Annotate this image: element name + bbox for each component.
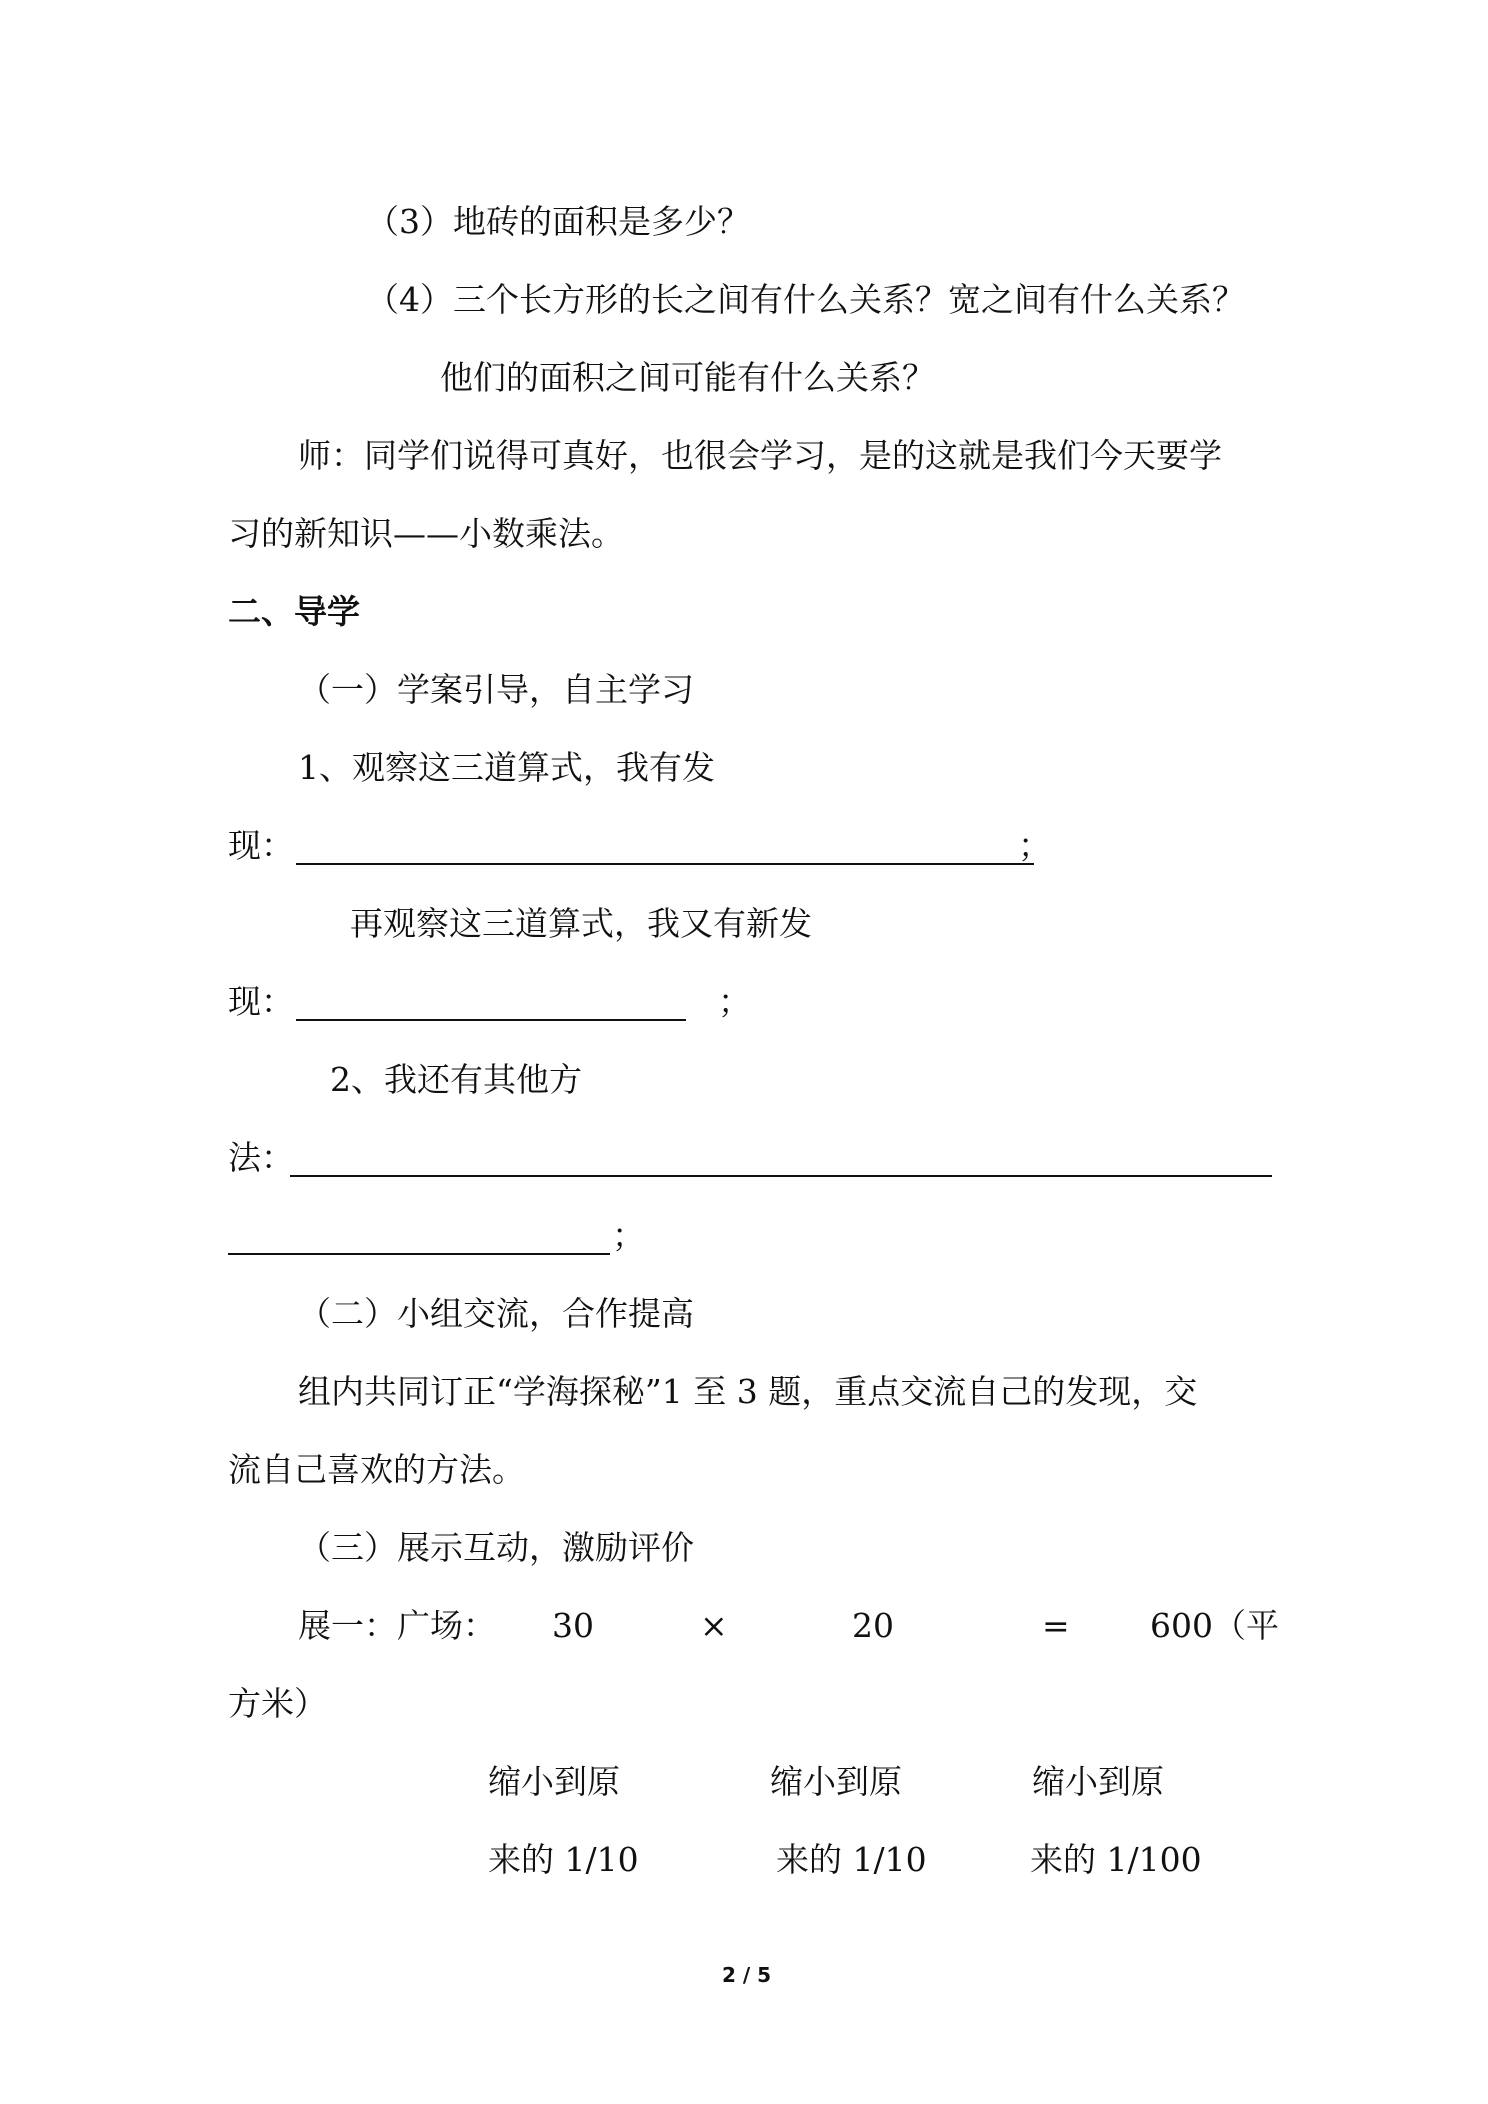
note-1-top: 缩小到原 <box>488 1762 620 1801</box>
group-paragraph-line-1: 组内共同订正“学海探秘”1 至 3 题，重点交流自己的发现，交 <box>298 1372 1198 1411</box>
note-1-bottom: 来的 1/10 <box>488 1840 639 1879</box>
note-3-bottom: 来的 1/100 <box>1030 1840 1202 1879</box>
section-heading-guided-learning: 二、导学 <box>228 592 360 631</box>
blank-3-end: ； <box>612 1216 645 1255</box>
blank-2-end: ； <box>718 982 751 1021</box>
answer-blank-2[interactable] <box>296 1019 686 1021</box>
equation-label: 展一：广场： <box>298 1606 496 1645</box>
page-number: 2 / 5 <box>722 1963 772 1987</box>
equation-times-sign: × <box>700 1606 728 1645</box>
teacher-paragraph-line-2: 习的新知识——小数乘法。 <box>228 514 624 553</box>
answer-blank-1[interactable] <box>296 863 1034 865</box>
note-3-top: 缩小到原 <box>1032 1762 1164 1801</box>
question-4: （4）三个长方形的长之间有什么关系？宽之间有什么关系？ <box>366 280 1245 319</box>
group-paragraph-line-2: 流自己喜欢的方法。 <box>228 1450 525 1489</box>
equation-result: 600（平 <box>1150 1606 1279 1645</box>
question-4-continued: 他们的面积之间可能有什么关系？ <box>440 358 935 397</box>
blank-1-label: 现： <box>228 826 294 865</box>
teacher-paragraph-line-1: 师：同学们说得可真好，也很会学习，是的这就是我们今天要学 <box>298 436 1222 475</box>
equation-result-unit: 方米） <box>228 1684 327 1723</box>
subheading-self-study: （一）学案引导，自主学习 <box>298 670 694 709</box>
blank-3-label: 法： <box>228 1138 294 1177</box>
other-method: 2、我还有其他方 <box>330 1060 582 1099</box>
question-3: （3）地砖的面积是多少？ <box>366 202 750 241</box>
answer-blank-3-continued[interactable] <box>228 1253 610 1255</box>
observation-2: 再观察这三道算式，我又有新发 <box>350 904 812 943</box>
observation-1: 1、观察这三道算式，我有发 <box>298 748 715 787</box>
answer-blank-3[interactable] <box>290 1175 1272 1177</box>
equation-operand-b: 20 <box>852 1606 894 1645</box>
subheading-group-exchange: （二）小组交流，合作提高 <box>298 1294 694 1333</box>
note-2-bottom: 来的 1/10 <box>776 1840 927 1879</box>
note-2-top: 缩小到原 <box>770 1762 902 1801</box>
equation-equals-sign: = <box>1042 1606 1070 1645</box>
subheading-display-interaction: （三）展示互动，激励评价 <box>298 1528 694 1567</box>
blank-1-end: ； <box>1018 826 1051 865</box>
blank-2-label: 现： <box>228 982 294 1021</box>
equation-operand-a: 30 <box>552 1606 594 1645</box>
